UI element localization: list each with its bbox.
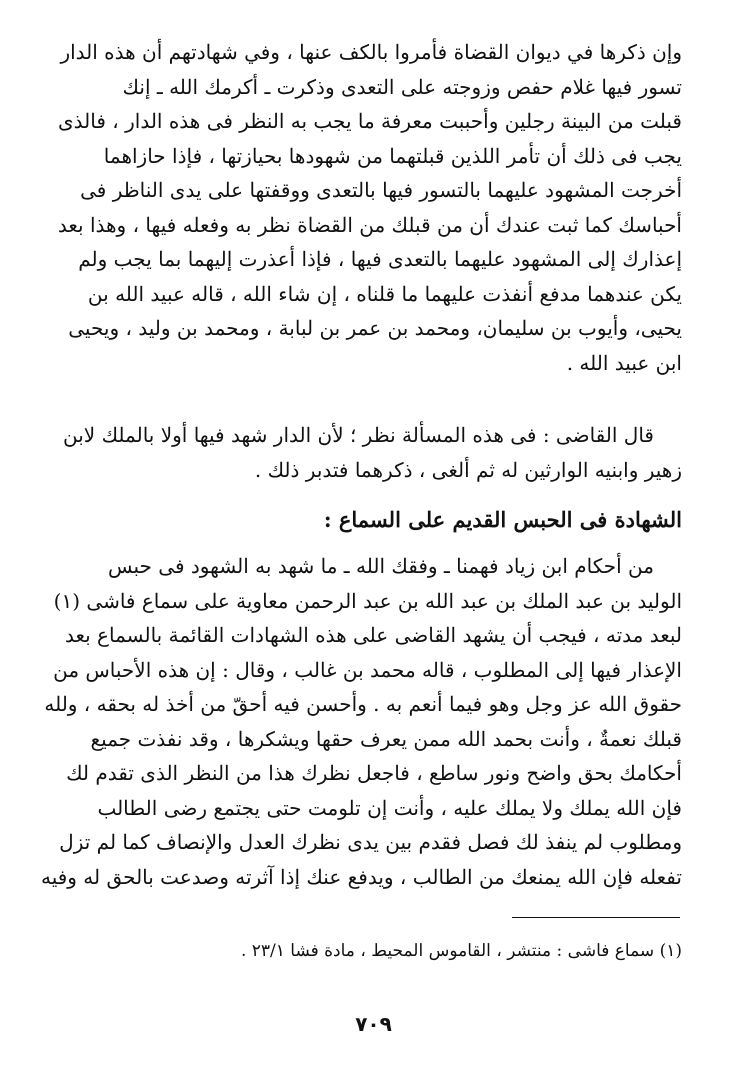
text-line: من أحكام ابن زياد فهمنا ـ وفقك الله ـ ما شهد به الشهود فى حبس	[108, 554, 654, 578]
text-line: الإعذار فيها إلى المطلوب ، قاله محمد بن غالب ، وقال : إن هذه الأحباس من	[53, 657, 682, 682]
text-line: ومطلوب لم ينفذ لك فصل فقدم بين يدى نظرك العدل والإنصاف كما لم تزل	[59, 830, 682, 854]
text-line: لبعد مدته ، فيجب أن يشهد القاضى على هذه الشهادات القائمة بالسماع بعد	[64, 623, 682, 647]
footnote-divider	[512, 917, 680, 918]
text-line: أحكامك بحق واضح ونور ساطع ، فاجعل نظرك هذا من النظر الذى تقدم لك	[66, 761, 682, 785]
text-line: وإن ذكرها في ديوان القضاة فأمروا بالكف عنها ، وفي شهادتهم أن هذه الدار	[60, 40, 682, 64]
text-line: قال القاضى : فى هذه المسألة نظر ؛ لأن الدار شهد فيها أولا بالملك لابن	[63, 423, 654, 447]
text-line: قبلك نعمةٌ ، وأنت بحمد الله ممن يعرف حقها ويشكرها ، وقد نفذت جميع	[90, 726, 682, 751]
text-line: تسور فيها غلام حفص وزوجته على التعدى وذكرت ـ أكرمك الله ـ إنك	[122, 74, 682, 99]
text-line: أخرجت المشهود عليهما بالتسور فيها بالتعدى ووقفتها على يدى الناظر فى	[80, 178, 682, 202]
paragraph-3	[40, 549, 682, 894]
paragraph-1	[57, 35, 682, 380]
text-line: فإن الله يملك ولا يملك عليه ، وأنت إن تلومت حتى يجتمع رضى الطالب	[97, 795, 682, 820]
text-line: تفعله فإن الله يمنعك من الطالب ، ويدفع عنك إذا آثرته وصدعت بالحق له وفيه	[40, 864, 682, 889]
text-line: زهير وابنيه الوارثين له ثم ألغى ، ذكرهما فتدبر ذلك .	[254, 457, 682, 482]
text-line: حقوق الله عز وجل وهو فيما أنعم به . وأحسن فيه أحقّ من أخذ له بحقه ، ولله	[44, 692, 682, 716]
page-number: ٧٠٩	[355, 1012, 392, 1036]
text-line: أحباسك كما ثبت عندك أن من قبلك من القضاة نظر به وفعله فيها ، وهذا بعد	[57, 212, 682, 237]
text-line: يجب فى ذلك أن تأمر اللذين قبلتهما من شهودها بحيازتها ، فإذا حازاهما	[103, 143, 682, 168]
text-line: يكن عندهما مدفع أنفذت عليهما ما قلناه ، إن شاء الله ، قاله عبيد الله بن	[87, 281, 682, 306]
text-line: إعذارك إلى المشهود عليهما بالتعدى فيها ، فإذا أعذرت إليهما بما يجب ولم	[78, 247, 682, 271]
footnote: (١) سماع فاشى : منتشر ، القاموس المحيط ، مادة فشا ٢٣/١ .	[240, 941, 682, 961]
text-line: يحيى، وأيوب بن سليمان، ومحمد بن عمر بن لبابة ، ومحمد بن وليد ، ويحيى	[68, 316, 682, 340]
text-line: الوليد بن عبد الملك بن عبد الله بن عبد الرحمن معاوية على سماع فاشى (١)	[53, 588, 682, 613]
text-line: ابن عبيد الله .	[566, 350, 682, 375]
paragraph-2	[63, 418, 682, 487]
section-heading: الشهادة فى الحبس القديم على السماع :	[323, 507, 682, 532]
text-line: قبلت من البينة رجلين وأحببت معرفة ما يجب به النظر فى هذه الدار ، فالذى	[58, 109, 682, 133]
